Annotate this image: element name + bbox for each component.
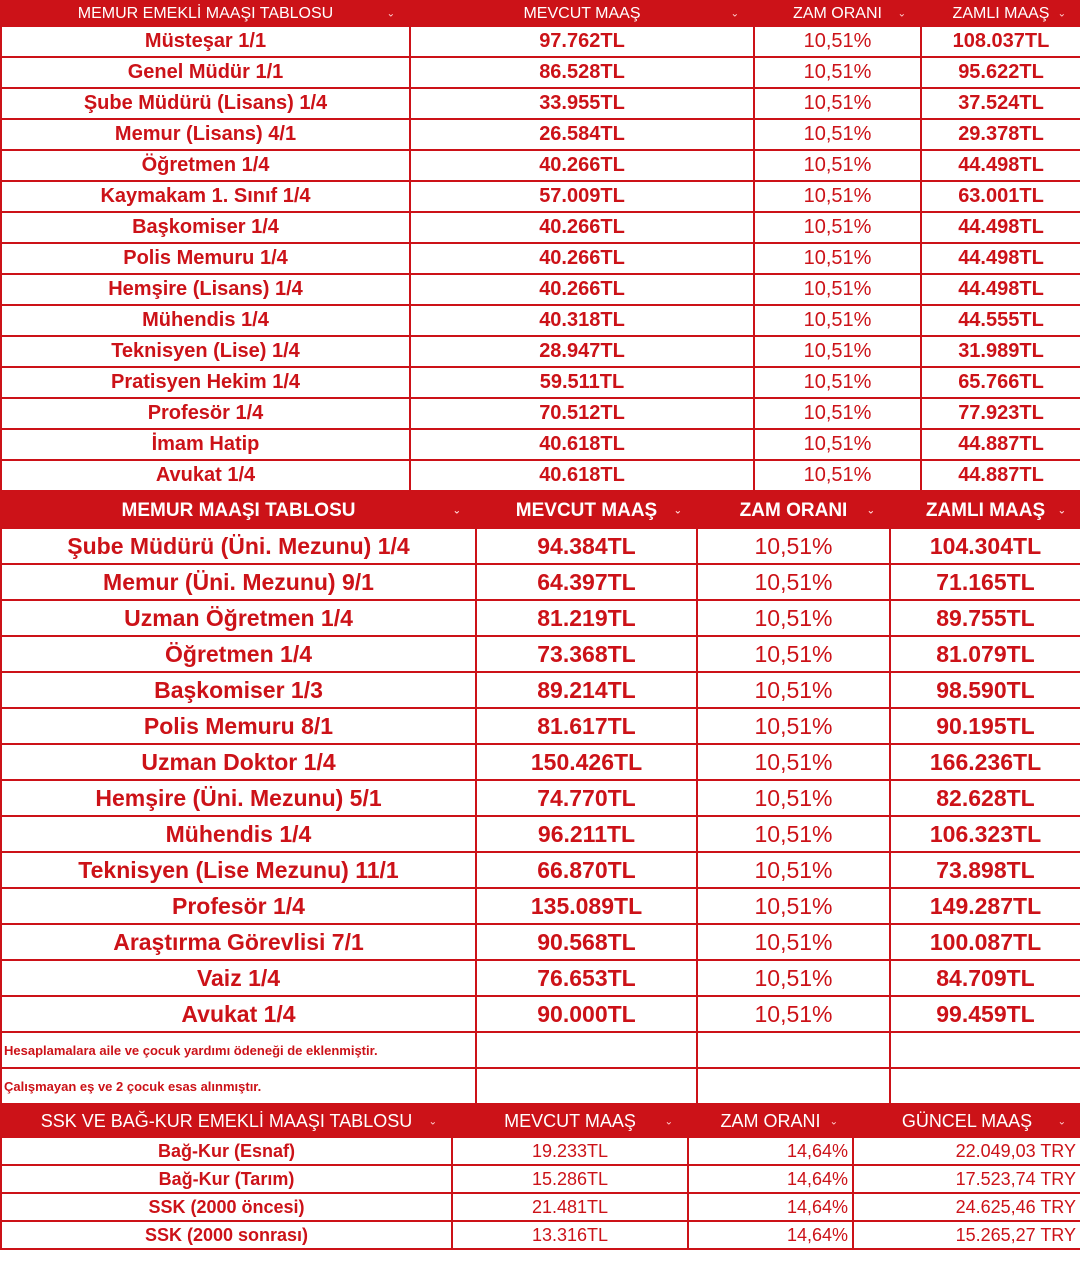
raised-salary-cell: 17.523,74 TRY <box>853 1165 1080 1193</box>
empty-cell <box>476 1068 697 1104</box>
table-row <box>1 672 1080 708</box>
raise-rate-cell: 10,51% <box>754 305 921 336</box>
raise-rate-cell: 10,51% <box>697 924 890 960</box>
current-salary-cell: 70.512TL <box>410 398 754 429</box>
table-row <box>1 119 1080 150</box>
column-header-current-salary[interactable] <box>476 493 697 528</box>
current-salary-cell: 90.000TL <box>476 996 697 1032</box>
column-header-current-total[interactable] <box>853 1106 1080 1137</box>
current-salary-cell: 59.511TL <box>410 367 754 398</box>
raised-salary-cell: 24.625,46 TRY <box>853 1193 1080 1221</box>
raised-salary-cell: 98.590TL <box>890 672 1080 708</box>
column-header-label: MEVCUT MAAŞ <box>523 4 641 22</box>
raise-rate-cell: 10,51% <box>697 888 890 924</box>
current-salary-cell: 76.653TL <box>476 960 697 996</box>
raised-salary-cell: 15.265,27 TRY <box>853 1221 1080 1249</box>
ssk-bagkur-emekli-maasi-table <box>0 1105 1080 1250</box>
position-name-cell: Müsteşar 1/1 <box>1 26 410 57</box>
column-header-raise-rate[interactable] <box>688 1106 853 1137</box>
position-name-cell: Başkomiser 1/3 <box>1 672 476 708</box>
column-header-current-salary[interactable] <box>410 1 754 26</box>
raised-salary-cell: 104.304TL <box>890 528 1080 564</box>
current-salary-cell: 66.870TL <box>476 852 697 888</box>
table-row <box>1 528 1080 564</box>
raise-rate-cell: 10,51% <box>697 744 890 780</box>
raise-rate-cell: 10,51% <box>754 119 921 150</box>
raised-salary-cell: 77.923TL <box>921 398 1080 429</box>
column-header-label: ZAM ORANI <box>739 499 848 521</box>
chevron-down-icon: ⌄ <box>673 505 682 516</box>
raised-salary-cell: 44.498TL <box>921 212 1080 243</box>
raise-rate-cell: 10,51% <box>754 181 921 212</box>
table-row <box>1 88 1080 119</box>
raised-salary-cell: 73.898TL <box>890 852 1080 888</box>
table-row <box>1 398 1080 429</box>
position-name-cell: Genel Müdür 1/1 <box>1 57 410 88</box>
raise-rate-cell: 10,51% <box>697 996 890 1032</box>
raise-rate-cell: 10,51% <box>754 26 921 57</box>
raise-rate-cell: 10,51% <box>754 274 921 305</box>
empty-cell <box>697 1032 890 1068</box>
raised-salary-cell: 99.459TL <box>890 996 1080 1032</box>
column-header-label: ZAM ORANI <box>720 1111 821 1131</box>
raise-rate-cell: 10,51% <box>754 460 921 491</box>
position-name-cell: İmam Hatip <box>1 429 410 460</box>
raise-rate-cell: 10,51% <box>697 960 890 996</box>
current-salary-cell: 13.316TL <box>452 1221 688 1249</box>
raised-salary-cell: 22.049,03 TRY <box>853 1137 1080 1165</box>
table-row <box>1 960 1080 996</box>
raised-salary-cell: 82.628TL <box>890 780 1080 816</box>
position-name-cell: Hemşire (Lisans) 1/4 <box>1 274 410 305</box>
position-name-cell: Memur (Üni. Mezunu) 9/1 <box>1 564 476 600</box>
raised-salary-cell: 44.555TL <box>921 305 1080 336</box>
table-row <box>1 150 1080 181</box>
column-header-title[interactable] <box>1 1106 452 1137</box>
chevron-down-icon: ⌄ <box>897 8 906 19</box>
note-row <box>1 1068 1080 1104</box>
raise-rate-cell: 10,51% <box>697 708 890 744</box>
table-row <box>1 744 1080 780</box>
table-row <box>1 57 1080 88</box>
current-salary-cell: 40.266TL <box>410 212 754 243</box>
current-salary-cell: 74.770TL <box>476 780 697 816</box>
raised-salary-cell: 31.989TL <box>921 336 1080 367</box>
chevron-down-icon: ⌄ <box>730 8 739 19</box>
raise-rate-cell: 10,51% <box>697 600 890 636</box>
raised-salary-cell: 95.622TL <box>921 57 1080 88</box>
table-row <box>1 924 1080 960</box>
chevron-down-icon: ⌄ <box>866 505 875 516</box>
current-salary-cell: 96.211TL <box>476 816 697 852</box>
memur-maasi-table <box>0 492 1080 1105</box>
memur-emekli-maasi-table <box>0 0 1080 492</box>
raised-salary-cell: 44.887TL <box>921 460 1080 491</box>
raised-salary-cell: 100.087TL <box>890 924 1080 960</box>
raised-salary-cell: 89.755TL <box>890 600 1080 636</box>
note-row <box>1 1032 1080 1068</box>
empty-cell <box>890 1032 1080 1068</box>
raised-salary-cell: 84.709TL <box>890 960 1080 996</box>
position-name-cell: Uzman Doktor 1/4 <box>1 744 476 780</box>
column-header-title[interactable] <box>1 1 410 26</box>
current-salary-cell: 33.955TL <box>410 88 754 119</box>
position-name-cell: Uzman Öğretmen 1/4 <box>1 600 476 636</box>
position-name-cell: Araştırma Görevlisi 7/1 <box>1 924 476 960</box>
position-name-cell: Bağ-Kur (Esnaf) <box>1 1137 452 1165</box>
current-salary-cell: 21.481TL <box>452 1193 688 1221</box>
column-header-label: GÜNCEL MAAŞ <box>901 1111 1033 1131</box>
column-header-raise-rate[interactable] <box>754 1 921 26</box>
column-header-label: MEVCUT MAAŞ <box>504 1111 636 1131</box>
table-row <box>1 636 1080 672</box>
position-name-cell: Teknisyen (Lise) 1/4 <box>1 336 410 367</box>
table-row <box>1 181 1080 212</box>
raised-salary-cell: 106.323TL <box>890 816 1080 852</box>
table-row <box>1 1137 1080 1165</box>
table-row <box>1 336 1080 367</box>
current-salary-cell: 40.266TL <box>410 274 754 305</box>
column-header-current-salary[interactable] <box>452 1106 688 1137</box>
table-row <box>1 243 1080 274</box>
table-row <box>1 460 1080 491</box>
raised-salary-cell: 90.195TL <box>890 708 1080 744</box>
raise-rate-cell: 10,51% <box>754 57 921 88</box>
note-spouse-children: Çalışmayan eş ve 2 çocuk esas alınmıştır. <box>1 1068 476 1104</box>
table-row <box>1 305 1080 336</box>
current-salary-cell: 40.618TL <box>410 460 754 491</box>
position-name-cell: SSK (2000 öncesi) <box>1 1193 452 1221</box>
chevron-down-icon: ⌄ <box>829 1116 838 1127</box>
raise-rate-cell: 14,64% <box>688 1221 853 1249</box>
chevron-down-icon: ⌄ <box>1057 8 1066 19</box>
raised-salary-cell: 37.524TL <box>921 88 1080 119</box>
table-body <box>1 528 1080 1032</box>
raise-rate-cell: 14,64% <box>688 1137 853 1165</box>
table-header-row <box>1 493 1080 528</box>
raise-rate-cell: 10,51% <box>754 243 921 274</box>
column-header-title[interactable] <box>1 493 476 528</box>
raised-salary-cell: 29.378TL <box>921 119 1080 150</box>
current-salary-cell: 40.618TL <box>410 429 754 460</box>
raise-rate-cell: 10,51% <box>697 564 890 600</box>
table-header-row <box>1 1106 1080 1137</box>
raise-rate-cell: 10,51% <box>697 816 890 852</box>
chevron-down-icon: ⌄ <box>1057 505 1066 516</box>
raised-salary-cell: 44.498TL <box>921 150 1080 181</box>
column-header-label: ZAMLI MAAŞ <box>925 499 1046 521</box>
chevron-down-icon: ⌄ <box>452 505 461 516</box>
table-body <box>1 1137 1080 1249</box>
current-salary-cell: 28.947TL <box>410 336 754 367</box>
raise-rate-cell: 10,51% <box>697 852 890 888</box>
position-name-cell: Şube Müdürü (Lisans) 1/4 <box>1 88 410 119</box>
chevron-down-icon: ⌄ <box>664 1116 673 1127</box>
current-salary-cell: 57.009TL <box>410 181 754 212</box>
current-salary-cell: 15.286TL <box>452 1165 688 1193</box>
current-salary-cell: 81.617TL <box>476 708 697 744</box>
table-row <box>1 26 1080 57</box>
current-salary-cell: 150.426TL <box>476 744 697 780</box>
raised-salary-cell: 81.079TL <box>890 636 1080 672</box>
raised-salary-cell: 63.001TL <box>921 181 1080 212</box>
position-name-cell: SSK (2000 sonrası) <box>1 1221 452 1249</box>
current-salary-cell: 40.266TL <box>410 150 754 181</box>
table-body <box>1 26 1080 491</box>
position-name-cell: Pratisyen Hekim 1/4 <box>1 367 410 398</box>
table-row <box>1 600 1080 636</box>
table-row <box>1 996 1080 1032</box>
position-name-cell: Memur (Lisans) 4/1 <box>1 119 410 150</box>
raised-salary-cell: 149.287TL <box>890 888 1080 924</box>
raised-salary-cell: 71.165TL <box>890 564 1080 600</box>
position-name-cell: Avukat 1/4 <box>1 460 410 491</box>
current-salary-cell: 81.219TL <box>476 600 697 636</box>
raise-rate-cell: 10,51% <box>697 672 890 708</box>
current-salary-cell: 90.568TL <box>476 924 697 960</box>
table-row <box>1 564 1080 600</box>
current-salary-cell: 64.397TL <box>476 564 697 600</box>
position-name-cell: Avukat 1/4 <box>1 996 476 1032</box>
table-row <box>1 708 1080 744</box>
table-row <box>1 816 1080 852</box>
column-header-raised-salary[interactable] <box>921 1 1080 26</box>
raise-rate-cell: 14,64% <box>688 1193 853 1221</box>
position-name-cell: Başkomiser 1/4 <box>1 212 410 243</box>
empty-cell <box>890 1068 1080 1104</box>
position-name-cell: Profesör 1/4 <box>1 398 410 429</box>
table-row <box>1 852 1080 888</box>
raise-rate-cell: 10,51% <box>754 212 921 243</box>
position-name-cell: Hemşire (Üni. Mezunu) 5/1 <box>1 780 476 816</box>
column-header-label: SSK VE BAĞ-KUR EMEKLİ MAAŞI TABLOSU <box>40 1111 413 1131</box>
table-row <box>1 367 1080 398</box>
current-salary-cell: 89.214TL <box>476 672 697 708</box>
column-header-label: ZAMLI MAAŞ <box>952 4 1050 22</box>
raised-salary-cell: 108.037TL <box>921 26 1080 57</box>
table-row <box>1 212 1080 243</box>
position-name-cell: Teknisyen (Lise Mezunu) 11/1 <box>1 852 476 888</box>
current-salary-cell: 73.368TL <box>476 636 697 672</box>
table-row <box>1 429 1080 460</box>
position-name-cell: Şube Müdürü (Üni. Mezunu) 1/4 <box>1 528 476 564</box>
position-name-cell: Polis Memuru 8/1 <box>1 708 476 744</box>
current-salary-cell: 40.318TL <box>410 305 754 336</box>
raised-salary-cell: 44.887TL <box>921 429 1080 460</box>
table-row <box>1 1193 1080 1221</box>
column-header-raised-salary[interactable] <box>890 493 1080 528</box>
raise-rate-cell: 10,51% <box>754 429 921 460</box>
column-header-label: MEMUR MAAŞI TABLOSU <box>121 499 356 521</box>
table-notes <box>1 1032 1080 1104</box>
table-row <box>1 1221 1080 1249</box>
position-name-cell: Öğretmen 1/4 <box>1 636 476 672</box>
current-salary-cell: 94.384TL <box>476 528 697 564</box>
position-name-cell: Profesör 1/4 <box>1 888 476 924</box>
empty-cell <box>476 1032 697 1068</box>
position-name-cell: Öğretmen 1/4 <box>1 150 410 181</box>
position-name-cell: Polis Memuru 1/4 <box>1 243 410 274</box>
current-salary-cell: 97.762TL <box>410 26 754 57</box>
table-row <box>1 888 1080 924</box>
column-header-label: MEMUR EMEKLİ MAAŞI TABLOSU <box>77 4 334 22</box>
table-row <box>1 274 1080 305</box>
raised-salary-cell: 44.498TL <box>921 274 1080 305</box>
chevron-down-icon: ⌄ <box>1057 1116 1066 1127</box>
current-salary-cell: 135.089TL <box>476 888 697 924</box>
raise-rate-cell: 10,51% <box>697 780 890 816</box>
table-row <box>1 1165 1080 1193</box>
current-salary-cell: 19.233TL <box>452 1137 688 1165</box>
raised-salary-cell: 44.498TL <box>921 243 1080 274</box>
raise-rate-cell: 10,51% <box>754 336 921 367</box>
note-family-allowance: Hesaplamalara aile ve çocuk yardımı ödeneği de eklenmiştir. <box>1 1032 476 1068</box>
chevron-down-icon: ⌄ <box>386 8 395 19</box>
current-salary-cell: 86.528TL <box>410 57 754 88</box>
raise-rate-cell: 14,64% <box>688 1165 853 1193</box>
raise-rate-cell: 10,51% <box>754 150 921 181</box>
raise-rate-cell: 10,51% <box>697 636 890 672</box>
position-name-cell: Kaymakam 1. Sınıf 1/4 <box>1 181 410 212</box>
table-row <box>1 780 1080 816</box>
table-header-row <box>1 1 1080 26</box>
raise-rate-cell: 10,51% <box>754 398 921 429</box>
current-salary-cell: 26.584TL <box>410 119 754 150</box>
empty-cell <box>697 1068 890 1104</box>
chevron-down-icon: ⌄ <box>428 1116 437 1127</box>
raise-rate-cell: 10,51% <box>754 88 921 119</box>
position-name-cell: Mühendis 1/4 <box>1 305 410 336</box>
column-header-label: MEVCUT MAAŞ <box>515 499 658 521</box>
raise-rate-cell: 10,51% <box>697 528 890 564</box>
position-name-cell: Mühendis 1/4 <box>1 816 476 852</box>
current-salary-cell: 40.266TL <box>410 243 754 274</box>
raise-rate-cell: 10,51% <box>754 367 921 398</box>
raised-salary-cell: 65.766TL <box>921 367 1080 398</box>
position-name-cell: Vaiz 1/4 <box>1 960 476 996</box>
column-header-raise-rate[interactable] <box>697 493 890 528</box>
column-header-label: ZAM ORANI <box>793 4 882 22</box>
raised-salary-cell: 166.236TL <box>890 744 1080 780</box>
position-name-cell: Bağ-Kur (Tarım) <box>1 1165 452 1193</box>
